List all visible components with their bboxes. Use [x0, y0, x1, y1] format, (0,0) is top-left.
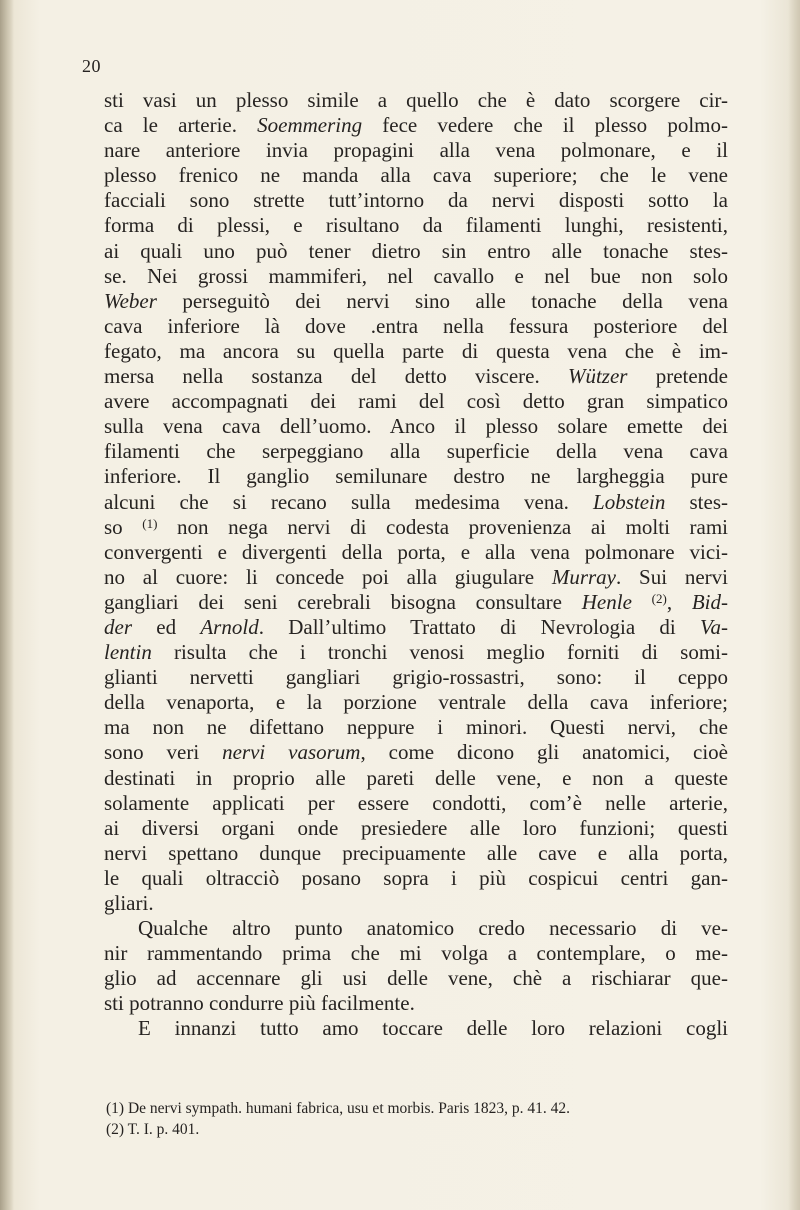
- footnotes: [106, 1098, 736, 1140]
- text-line: le quali oltracciò posano sopra i più cospicui centri gan-: [104, 865, 728, 890]
- text-line: so $^{(1)}$ non nega nervi di codesta provenienza ai molti rami: [104, 514, 728, 539]
- text-line: destinati in proprio alle pareti delle vene, e non a queste: [104, 765, 728, 790]
- page-gutter-shadow: [0, 0, 14, 1210]
- text-line: solamente applicati per essere condotti, com’è nelle arterie,: [104, 790, 728, 815]
- text-line: fegato, ma ancora su quella parte di questa vena che è im-: [104, 338, 728, 363]
- text-line: ai quali uno può tener dietro sin entro alle tonache stes-: [104, 238, 728, 263]
- text-line: nir rammentando prima che mi volga a contemplare, o me-: [104, 941, 728, 966]
- body-text: [104, 88, 728, 1042]
- text-line: glianti nervetti gangliari grigio-rossastri, sono: il ceppo: [104, 665, 728, 690]
- text-line: E innanzi tutto amo toccare delle loro relazioni cogli: [138, 1016, 728, 1041]
- text-line: ca le arterie. Soemmering fece vedere che il plesso polmo-: [104, 113, 728, 138]
- text-line: lentin risulta che i tronchi venosi meglio forniti di somi-: [104, 640, 728, 665]
- footnote-2: (2) T. I. p. 401.: [106, 1121, 200, 1138]
- page-number: 20: [82, 56, 101, 76]
- text-line: mersa nella sostanza del detto viscere. Wützer pretende: [104, 364, 728, 389]
- text-line: avere accompagnati dei rami del così detto gran simpatico: [104, 389, 728, 414]
- text-line: ma non ne difettano neppure i minori. Questi nervi, che: [104, 715, 728, 740]
- text-line: sono veri nervi vasorum, come dicono gli anatomici, cioè: [104, 740, 729, 765]
- footnote-1: (1) De nervi sympath. humani fabrica, usu et morbis. Paris 1823, p. 41. 42.: [106, 1100, 571, 1117]
- text-line: no al cuore: li concede poi alla giugulare Murray. Sui nervi: [104, 564, 728, 589]
- text-line: della venaporta, e la porzione ventrale della cava inferiore;: [104, 690, 728, 715]
- text-line: filamenti che serpeggiano alla superficie della vena cava: [104, 439, 728, 464]
- text-line: gliari.: [104, 891, 154, 915]
- text-line: glio ad accennare gli usi delle vene, chè a rischiarar que-: [104, 966, 728, 991]
- text-line: nare anteriore invia propagini alla vena polmonare, e il: [104, 138, 728, 163]
- text-line: sulla vena cava dell’uomo. Anco il plesso solare emette dei: [104, 414, 728, 439]
- text-line: forma di plessi, e risultano da filamenti lunghi, resistenti,: [104, 213, 728, 238]
- text-line: sti vasi un plesso simile a quello che è dato scorgere cir-: [104, 88, 728, 112]
- text-line: alcuni che si recano sulla medesima vena. Lobstein stes-: [104, 489, 728, 514]
- text-line: convergenti e divergenti della porta, e alla vena polmonare vici-: [104, 539, 728, 564]
- text-line: plesso frenico ne manda alla cava superiore; che le vene: [104, 163, 728, 188]
- text-line: inferiore. Il ganglio semilunare destro ne largheggia pure: [104, 464, 728, 489]
- text-line: gangliari dei seni cerebrali bisogna consultare Henle $^{(2)}$, Bid-: [104, 589, 729, 614]
- text-line: der ed Arnold. Dall’ultimo Trattato di Nevrologia di Va-: [104, 614, 728, 639]
- text-line: se. Nei grossi mammiferi, nel cavallo e nel bue non solo: [104, 263, 728, 288]
- text-line: cava inferiore là dove .entra nella fessura posteriore del: [104, 313, 728, 338]
- text-line: Qualche altro punto anatomico credo necessario di ve-: [138, 916, 728, 941]
- text-line: Weber perseguitò dei nervi sino alle tonache della vena: [104, 288, 728, 313]
- page-edge-shadow: [788, 0, 800, 1210]
- text-line: sti potranno condurre più facilmente.: [104, 991, 415, 1016]
- text-line: facciali sono strette tutt’intorno da nervi disposti sotto la: [104, 188, 728, 213]
- text-line: nervi spettano dunque precipuamente alle cave e alla porta,: [104, 840, 728, 865]
- text-line: ai diversi organi onde presiedere alle loro funzioni; questi: [104, 815, 728, 840]
